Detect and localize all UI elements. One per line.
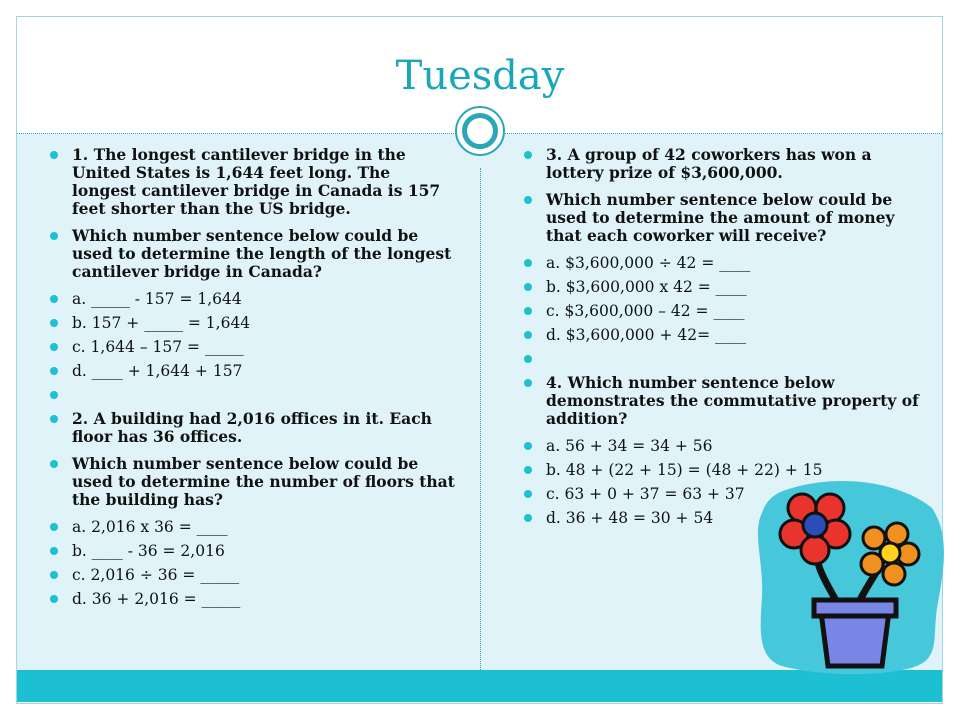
list-item [522, 278, 922, 296]
list-item-text: Which number sentence below could be used to determine the number of floors that the building has? [72, 454, 455, 509]
list-item [522, 374, 922, 428]
bullet-icon [524, 379, 532, 387]
list-item [522, 326, 922, 344]
list-item [522, 302, 922, 320]
list-item [48, 410, 458, 446]
list-item [522, 461, 922, 479]
list-item [48, 290, 458, 308]
list-item [522, 191, 922, 245]
list-item-text: c. 63 + 0 + 37 = 63 + 37 [546, 485, 745, 503]
bullet-icon [50, 295, 58, 303]
list-item-text: c. $3,600,000 – 42 = ____ [546, 302, 745, 320]
bullet-icon [524, 331, 532, 339]
list-item-text: a. 2,016 x 36 = ____ [72, 518, 228, 536]
list-item-text: b. 48 + (22 + 15) = (48 + 22) + 15 [546, 461, 823, 479]
list-item-text: a. _____ - 157 = 1,644 [72, 290, 242, 308]
circle-ornament-icon [455, 106, 505, 156]
bullet-icon [50, 523, 58, 531]
list-item [522, 350, 922, 368]
list-item-text: c. 1,644 – 157 = _____ [72, 338, 244, 356]
bullet-icon [524, 196, 532, 204]
list-item-text: Which number sentence below could be used to determine the length of the longest cantilever bridge in Canada? [72, 226, 452, 281]
list-item-text: d. ____ + 1,644 + 157 [72, 362, 243, 380]
bullet-icon [50, 151, 58, 159]
list-item [48, 362, 458, 380]
bullet-icon [50, 319, 58, 327]
list-item [48, 455, 458, 509]
left-column [48, 146, 458, 614]
bullet-icon [50, 415, 58, 423]
bullet-icon [50, 595, 58, 603]
list-item [48, 386, 458, 404]
bullet-icon [50, 343, 58, 351]
bullet-icon [50, 460, 58, 468]
list-item-text: b. ____ - 36 = 2,016 [72, 542, 225, 560]
list-item-text: 3. A group of 42 coworkers has won a lottery prize of $3,600,000. [546, 145, 872, 182]
bullet-icon [524, 355, 532, 363]
bullet-icon [50, 367, 58, 375]
bullet-icon [50, 571, 58, 579]
list-item-text: d. 36 + 2,016 = _____ [72, 590, 241, 608]
list-item [48, 518, 458, 536]
bullet-icon [524, 490, 532, 498]
bullet-icon [50, 547, 58, 555]
bullet-icon [524, 442, 532, 450]
list-item [48, 566, 458, 584]
list-item [48, 542, 458, 560]
list-item [48, 590, 458, 608]
circle-ornament-ring [462, 113, 498, 149]
list-item [522, 437, 922, 455]
slide-title: Tuesday [395, 53, 565, 99]
column-divider [480, 168, 481, 670]
list-item-text: Which number sentence below could be used to determine the amount of money that each coworker will receive? [546, 190, 895, 245]
bullet-icon [524, 514, 532, 522]
bullet-icon [524, 466, 532, 474]
list-item-text: 4. Which number sentence below demonstrates the commutative property of addition? [546, 373, 919, 428]
list-item [522, 254, 922, 272]
list-item [522, 146, 922, 182]
bullet-icon [524, 307, 532, 315]
list-item [48, 227, 458, 281]
right-column [522, 146, 922, 533]
list-item-text: a. $3,600,000 ÷ 42 = ____ [546, 254, 751, 272]
bullet-icon [524, 259, 532, 267]
list-item-text: d. $3,600,000 + 42= ____ [546, 326, 747, 344]
bullet-icon [524, 151, 532, 159]
list-item-text: b. $3,600,000 x 42 = ____ [546, 278, 747, 296]
list-item-text: 1. The longest cantilever bridge in the United States is 1,644 feet long. The longest cantilever bridge in Canada is 157 feet shorter than the US bridge. [72, 145, 441, 218]
list-item [48, 314, 458, 332]
list-item-text: d. 36 + 48 = 30 + 54 [546, 509, 714, 527]
bullet-icon [50, 391, 58, 399]
bullet-icon [50, 232, 58, 240]
list-item [48, 146, 458, 218]
flower-pot-icon [752, 478, 948, 674]
list-item-text: 2. A building had 2,016 offices in it. Each floor has 36 offices. [72, 409, 432, 446]
list-item-text: b. 157 + _____ = 1,644 [72, 314, 251, 332]
list-item-text: c. 2,016 ÷ 36 = _____ [72, 566, 240, 584]
list-item [48, 338, 458, 356]
footer-bar [17, 670, 942, 702]
bullet-icon [524, 283, 532, 291]
list-item-text: a. 56 + 34 = 34 + 56 [546, 437, 713, 455]
